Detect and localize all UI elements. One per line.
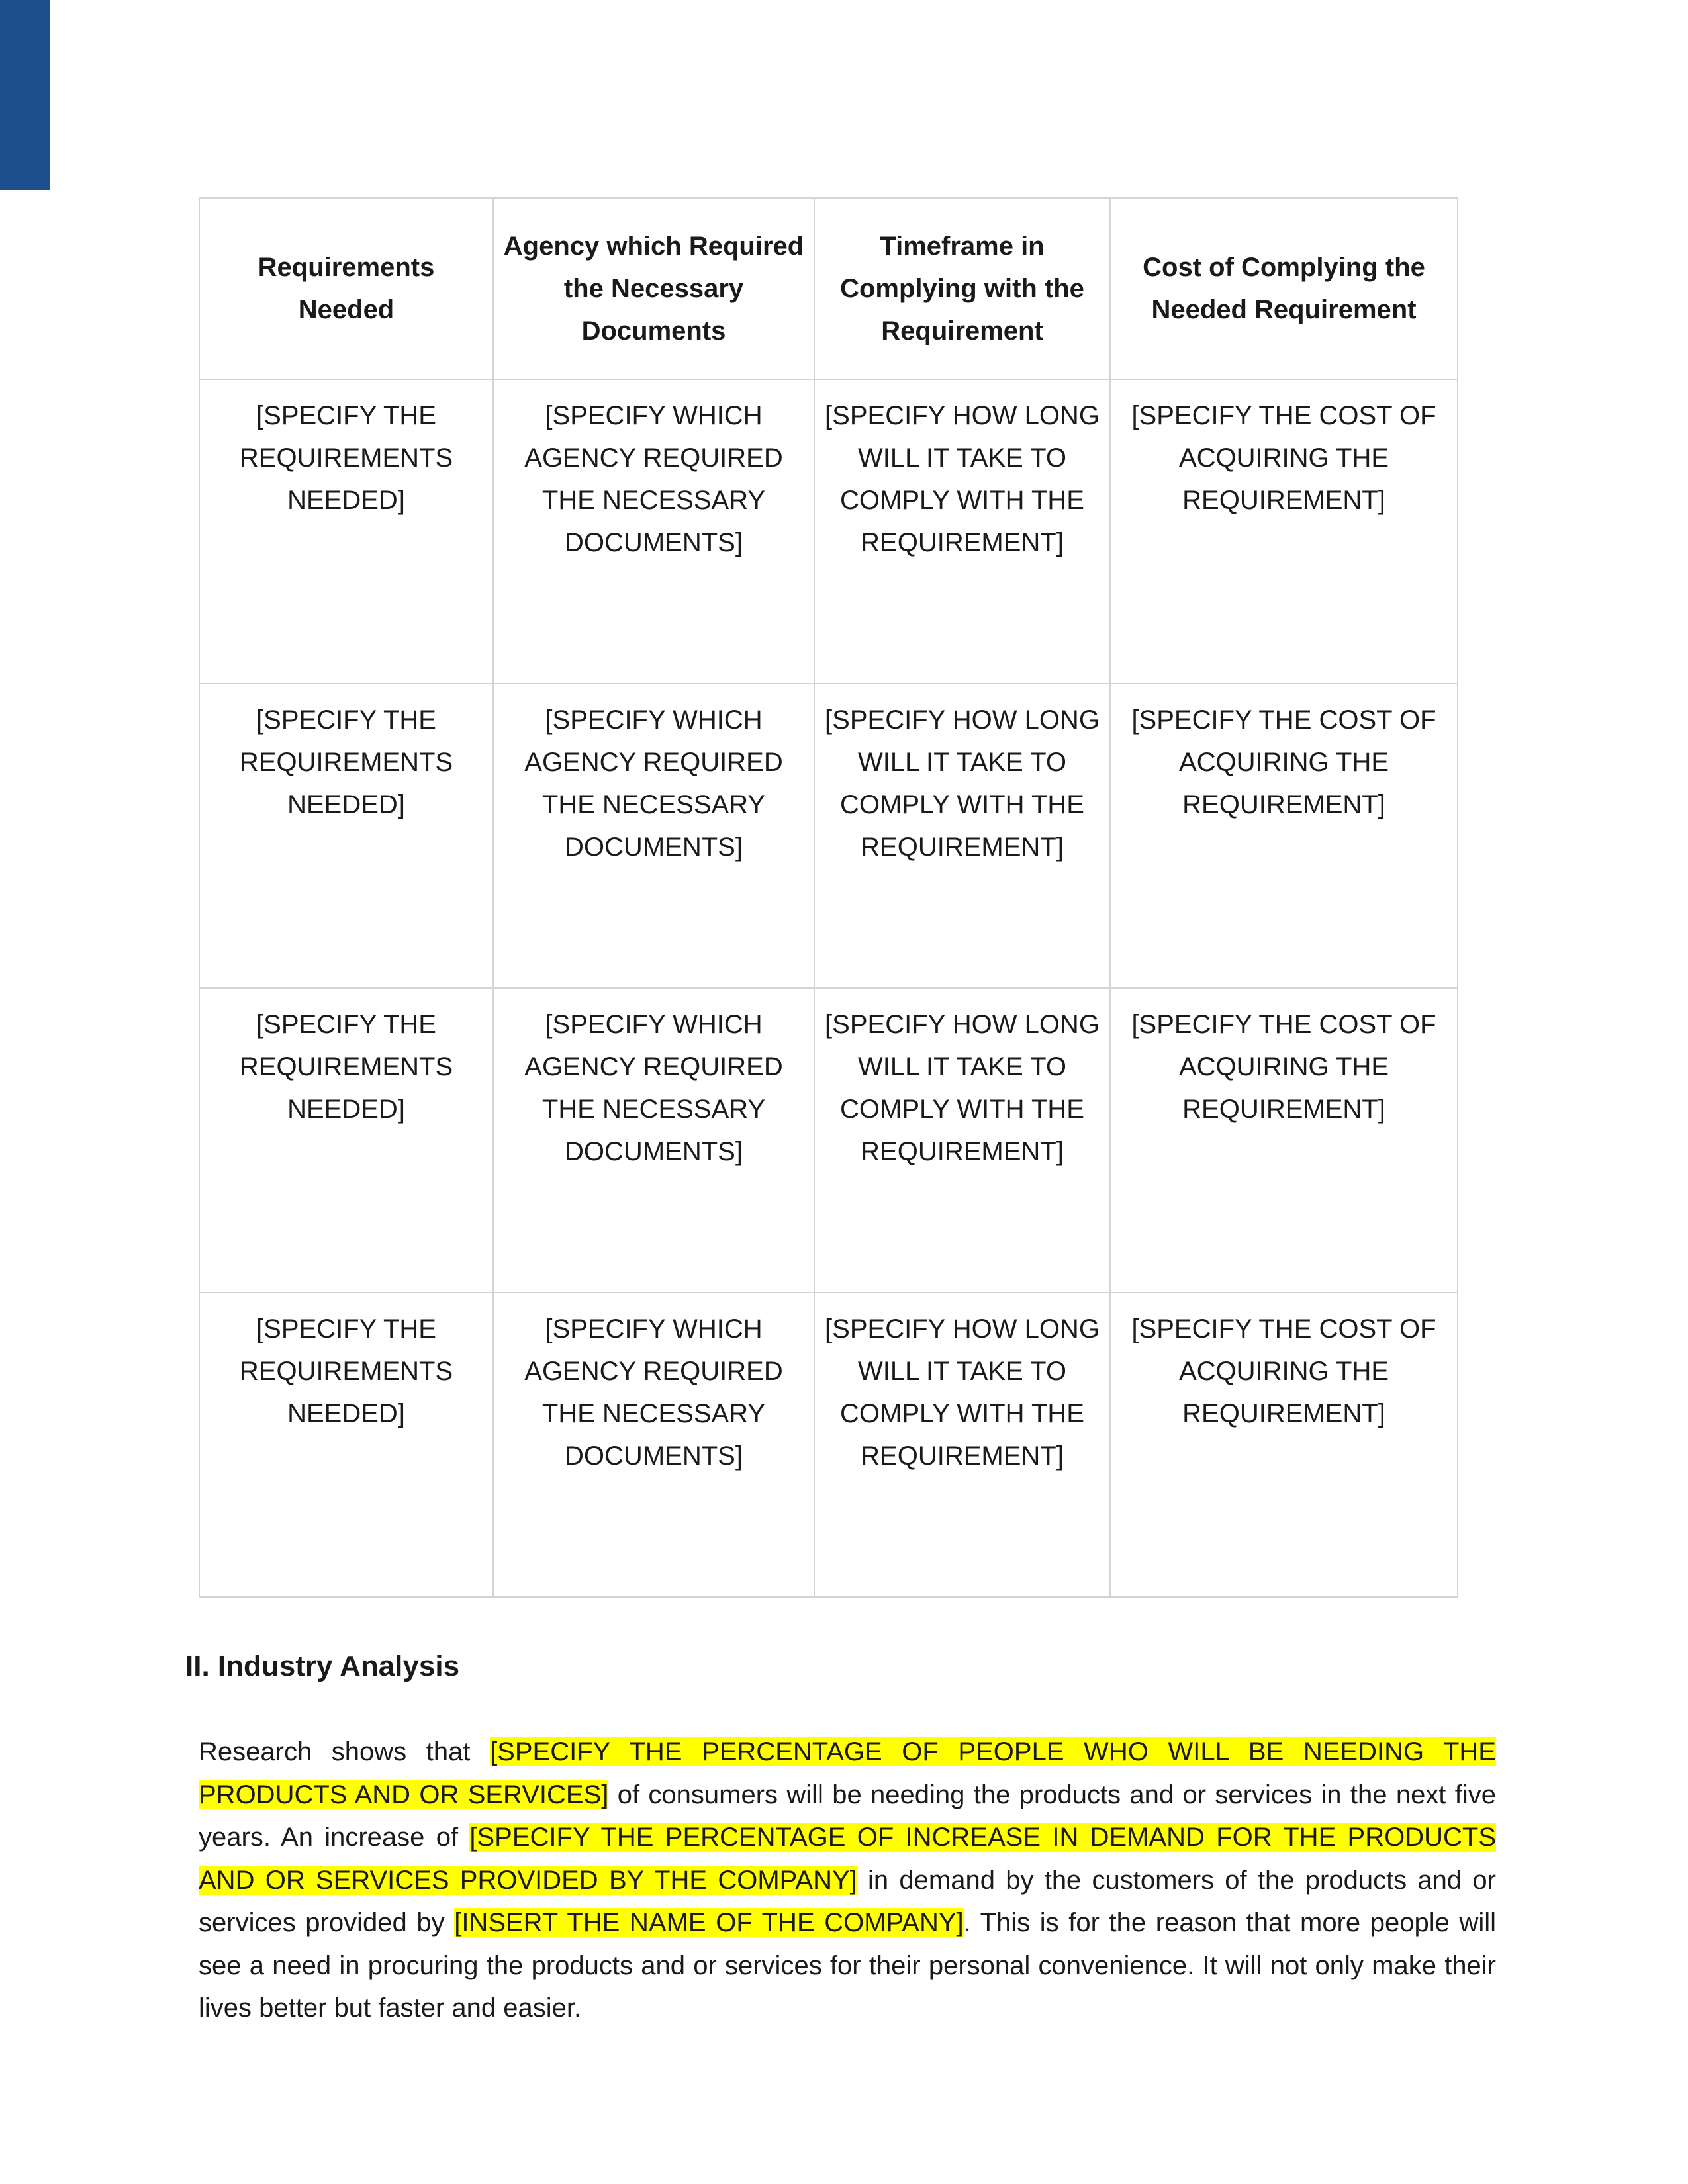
cell-cost: [SPECIFY THE COST OF ACQUIRING THE REQUIREMENT] [1110, 684, 1458, 988]
cell-timeframe: [SPECIFY HOW LONG WILL IT TAKE TO COMPLY WITH THE REQUIREMENT] [814, 988, 1110, 1293]
cell-requirements: [SPECIFY THE REQUIREMENTS NEEDED] [199, 379, 493, 684]
cell-requirements: [SPECIFY THE REQUIREMENTS NEEDED] [199, 1293, 493, 1597]
table-row [199, 379, 1458, 684]
placeholder-highlight: [SPECIFY THE PERCENTAGE OF INCREASE IN DEMAND FOR THE PRODUCTS AND OR SERVICES PROVIDED BY THE COMPANY] [199, 1823, 1496, 1895]
placeholder-highlight: [SPECIFY THE PERCENTAGE OF PEOPLE WHO WILL BE NEEDING THE PRODUCTS AND OR SERVICES] [199, 1737, 1496, 1809]
cell-requirements: [SPECIFY THE REQUIREMENTS NEEDED] [199, 988, 493, 1293]
cell-timeframe: [SPECIFY HOW LONG WILL IT TAKE TO COMPLY WITH THE REQUIREMENT] [814, 379, 1110, 684]
cell-cost: [SPECIFY THE COST OF ACQUIRING THE REQUIREMENT] [1110, 1293, 1458, 1597]
table-row [199, 988, 1458, 1293]
cell-agency: [SPECIFY WHICH AGENCY REQUIRED THE NECESSARY DOCUMENTS] [493, 1293, 814, 1597]
cell-cost: [SPECIFY THE COST OF ACQUIRING THE REQUIREMENT] [1110, 988, 1458, 1293]
requirements-table [199, 197, 1458, 1598]
header-timeframe: Timeframe in Complying with the Requirement [814, 198, 1110, 379]
placeholder-highlight: [INSERT THE NAME OF THE COMPANY] [454, 1908, 964, 1937]
paragraph-text: of consumers will be needing the products and or services in the next five years. An increase of [199, 1780, 1497, 1852]
table-row [199, 684, 1458, 988]
paragraph-text: . This is for the reason that more people will see a need in procuring the products and or services for their personal convenience. It will not only make their lives better but faster and easier. [199, 1908, 1496, 2023]
cell-timeframe: [SPECIFY HOW LONG WILL IT TAKE TO COMPLY WITH THE REQUIREMENT] [814, 684, 1110, 988]
cell-requirements: [SPECIFY THE REQUIREMENTS NEEDED] [199, 684, 493, 988]
section-heading: II. Industry Analysis [185, 1650, 460, 1682]
header-cost: Cost of Complying the Needed Requirement [1110, 198, 1458, 379]
table-header-row [199, 198, 1458, 379]
cell-agency: [SPECIFY WHICH AGENCY REQUIRED THE NECESSARY DOCUMENTS] [493, 379, 814, 684]
paragraph-text: in demand by the customers of the products and or services provided by [199, 1865, 1496, 1937]
table-row [199, 1293, 1458, 1597]
cell-timeframe: [SPECIFY HOW LONG WILL IT TAKE TO COMPLY WITH THE REQUIREMENT] [814, 1293, 1110, 1597]
industry-analysis-paragraph [199, 1731, 1496, 2030]
side-accent-bar [0, 0, 50, 190]
cell-agency: [SPECIFY WHICH AGENCY REQUIRED THE NECESSARY DOCUMENTS] [493, 988, 814, 1293]
cell-agency: [SPECIFY WHICH AGENCY REQUIRED THE NECESSARY DOCUMENTS] [493, 684, 814, 988]
cell-cost: [SPECIFY THE COST OF ACQUIRING THE REQUIREMENT] [1110, 379, 1458, 684]
header-requirements-needed: Requirements Needed [199, 198, 493, 379]
header-agency: Agency which Required the Necessary Documents [493, 198, 814, 379]
paragraph-text: Research shows that [199, 1737, 491, 1766]
